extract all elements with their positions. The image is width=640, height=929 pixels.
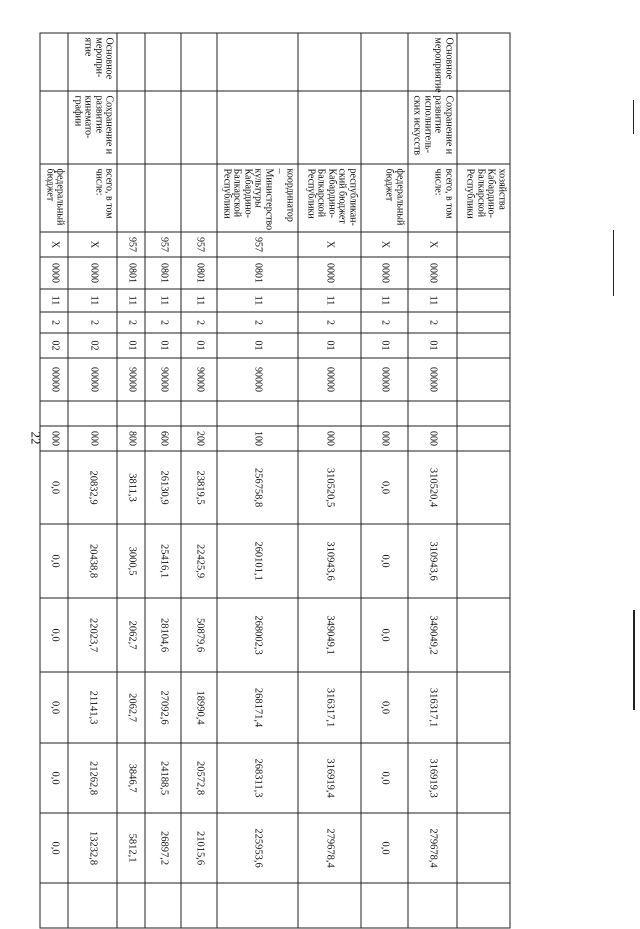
value-cell: 316317,1 (408, 672, 457, 743)
value-cell: 21015,6 (182, 813, 218, 883)
source-cell (118, 164, 146, 232)
value-cell: 26130,9 (146, 451, 182, 524)
value-cell: 268311,3 (218, 743, 299, 813)
value-cell: 0,0 (41, 813, 69, 883)
grbs-cell: X (361, 232, 408, 257)
gp-cell: 2 (182, 312, 218, 333)
value-cell: 0,0 (361, 451, 408, 524)
om-cell: 90000 (118, 358, 146, 401)
scan-mark-bottom (633, 610, 635, 710)
rz-cell: 0801 (218, 257, 299, 289)
value-cell: 13232,8 (69, 813, 118, 883)
source-cell (146, 164, 182, 232)
value-cell: 0,0 (361, 743, 408, 813)
nr-cell (457, 401, 510, 426)
value-cell: 27092,6 (146, 672, 182, 743)
value-cell: 310520,5 (298, 451, 361, 524)
nr-cell (182, 401, 218, 426)
table-row (218, 33, 299, 928)
category-cell (118, 33, 146, 91)
value-cell (457, 524, 510, 598)
value-cell: 0,0 (361, 598, 408, 672)
source-cell (182, 164, 218, 232)
pgp-cell (457, 333, 510, 358)
vr-cell: 000 (69, 426, 118, 451)
grbs-cell: 957 (182, 232, 218, 257)
table-row (182, 33, 218, 928)
value-cell (457, 672, 510, 743)
nr-cell (41, 401, 69, 426)
pr-cell: 11 (41, 289, 69, 312)
source-cell: координатор – Министерство культуры Кабардино-Балкарской Республики (218, 164, 299, 232)
source-cell: республикан-ский бюджет Кабардино-Балкарской Республики (298, 164, 361, 232)
vr-cell: 600 (146, 426, 182, 451)
value-cell: 316317,1 (298, 672, 361, 743)
value-cell: 0,0 (361, 672, 408, 743)
pgp-cell: 01 (118, 333, 146, 358)
scan-mark-top (633, 100, 634, 134)
value-cell (298, 883, 361, 928)
gp-cell: 2 (408, 312, 457, 333)
source-cell: федеральный бюджет (361, 164, 408, 232)
source-cell: всего, в том числе: (408, 164, 457, 232)
category-cell: Основное меропри-ятие (69, 33, 118, 91)
value-cell (457, 813, 510, 883)
value-cell: 268002,3 (218, 598, 299, 672)
grbs-cell: 957 (118, 232, 146, 257)
rz-cell: 0000 (41, 257, 69, 289)
value-cell: 3000,5 (118, 524, 146, 598)
event-cell (298, 91, 361, 164)
table-row (361, 33, 408, 928)
value-cell: 22425,9 (182, 524, 218, 598)
value-cell: 18990,4 (182, 672, 218, 743)
value-cell: 3846,7 (118, 743, 146, 813)
nr-cell (218, 401, 299, 426)
source-cell: федеральный бюджет (41, 164, 69, 232)
nr-cell (118, 401, 146, 426)
gp-cell: 2 (118, 312, 146, 333)
value-cell: 310943,6 (408, 524, 457, 598)
value-cell (457, 743, 510, 813)
value-cell: 21262,8 (69, 743, 118, 813)
om-cell: 90000 (146, 358, 182, 401)
value-cell: 0,0 (41, 598, 69, 672)
category-cell (218, 33, 299, 91)
category-cell: Основное мероприятие (408, 33, 457, 91)
value-cell: 0,0 (361, 524, 408, 598)
event-cell: Сохранение и развитие исполнитель-ских искусств (408, 91, 457, 164)
value-cell: 256758,8 (218, 451, 299, 524)
vr-cell: 000 (41, 426, 69, 451)
grbs-cell: X (69, 232, 118, 257)
om-cell: 00000 (361, 358, 408, 401)
value-cell: 25416,1 (146, 524, 182, 598)
value-cell: 2062,7 (118, 598, 146, 672)
nr-cell (69, 401, 118, 426)
pr-cell: 11 (298, 289, 361, 312)
pr-cell: 11 (182, 289, 218, 312)
value-cell (457, 598, 510, 672)
category-cell (298, 33, 361, 91)
event-cell (182, 91, 218, 164)
value-cell (408, 883, 457, 928)
value-cell: 268171,4 (218, 672, 299, 743)
pgp-cell: 02 (69, 333, 118, 358)
nr-cell (408, 401, 457, 426)
pr-cell: 11 (218, 289, 299, 312)
value-cell: 316919,4 (298, 743, 361, 813)
pgp-cell: 01 (361, 333, 408, 358)
value-cell: 5812,1 (118, 813, 146, 883)
value-cell: 28104,6 (146, 598, 182, 672)
value-cell: 225953,6 (218, 813, 299, 883)
value-cell: 0,0 (361, 813, 408, 883)
grbs-cell: 957 (146, 232, 182, 257)
nr-cell (298, 401, 361, 426)
om-cell: 90000 (218, 358, 299, 401)
table-row (146, 33, 182, 928)
pgp-cell: 01 (182, 333, 218, 358)
value-cell: 20572,8 (182, 743, 218, 813)
source-cell: всего, в том числе: (69, 164, 118, 232)
rz-cell: 0801 (118, 257, 146, 289)
rz-cell: 0000 (298, 257, 361, 289)
value-cell (182, 883, 218, 928)
rz-cell (457, 257, 510, 289)
value-cell (218, 883, 299, 928)
value-cell: 0,0 (41, 672, 69, 743)
nr-cell (146, 401, 182, 426)
value-cell (146, 883, 182, 928)
value-cell: 50879,6 (182, 598, 218, 672)
grbs-cell: 957 (218, 232, 299, 257)
budget-table (40, 33, 511, 929)
table-row (408, 33, 457, 928)
value-cell: 260101,1 (218, 524, 299, 598)
rz-cell: 0000 (69, 257, 118, 289)
pgp-cell: 01 (408, 333, 457, 358)
event-cell: Сохранение и развитие кинемато-графии (69, 91, 118, 164)
gp-cell: 2 (298, 312, 361, 333)
vr-cell: 000 (298, 426, 361, 451)
om-cell: 90000 (182, 358, 218, 401)
vr-cell: 000 (408, 426, 457, 451)
gp-cell: 2 (361, 312, 408, 333)
grbs-cell: X (408, 232, 457, 257)
pr-cell: 11 (408, 289, 457, 312)
category-cell (146, 33, 182, 91)
vr-cell: 000 (361, 426, 408, 451)
value-cell (361, 883, 408, 928)
vr-cell: 800 (118, 426, 146, 451)
pr-cell: 11 (146, 289, 182, 312)
value-cell: 349049,2 (408, 598, 457, 672)
value-cell: 310520,4 (408, 451, 457, 524)
grbs-cell: X (41, 232, 69, 257)
vr-cell: 200 (182, 426, 218, 451)
event-cell (118, 91, 146, 164)
pgp-cell: 01 (298, 333, 361, 358)
value-cell (69, 883, 118, 928)
value-cell: 22023,7 (69, 598, 118, 672)
value-cell (457, 883, 510, 928)
value-cell: 349049,1 (298, 598, 361, 672)
gp-cell: 2 (218, 312, 299, 333)
value-cell: 0,0 (41, 743, 69, 813)
vr-cell (457, 426, 510, 451)
category-cell (41, 33, 69, 91)
value-cell: 0,0 (41, 451, 69, 524)
category-cell (182, 33, 218, 91)
rz-cell: 0801 (182, 257, 218, 289)
page-number: 22 (28, 431, 44, 445)
om-cell: 00000 (69, 358, 118, 401)
event-cell (41, 91, 69, 164)
value-cell: 310943,6 (298, 524, 361, 598)
event-cell (457, 91, 510, 164)
rz-cell: 0000 (361, 257, 408, 289)
pr-cell: 11 (69, 289, 118, 312)
pgp-cell: 02 (41, 333, 69, 358)
gp-cell: 2 (146, 312, 182, 333)
value-cell: 24188,5 (146, 743, 182, 813)
pgp-cell: 01 (218, 333, 299, 358)
gp-cell (457, 312, 510, 333)
nr-cell (361, 401, 408, 426)
event-cell (361, 91, 408, 164)
value-cell (118, 883, 146, 928)
pr-cell: 11 (361, 289, 408, 312)
value-cell: 20832,9 (69, 451, 118, 524)
value-cell (457, 451, 510, 524)
table-row (118, 33, 146, 928)
value-cell: 0,0 (41, 524, 69, 598)
value-cell: 279678,4 (298, 813, 361, 883)
om-cell: 00000 (408, 358, 457, 401)
pr-cell (457, 289, 510, 312)
rotated-table-area (44, 33, 510, 888)
category-cell (361, 33, 408, 91)
scan-mark-left (613, 230, 614, 296)
value-cell: 2062,7 (118, 672, 146, 743)
om-cell: 00000 (298, 358, 361, 401)
event-cell (218, 91, 299, 164)
event-cell (146, 91, 182, 164)
source-cell: хозяйства Кабардино-Балкарской Республики (457, 164, 510, 232)
table-row (69, 33, 118, 928)
value-cell: 20438,8 (69, 524, 118, 598)
value-cell: 26897,2 (146, 813, 182, 883)
category-cell (457, 33, 510, 91)
gp-cell: 2 (41, 312, 69, 333)
om-cell (457, 358, 510, 401)
value-cell: 21141,3 (69, 672, 118, 743)
table-row (457, 33, 510, 928)
om-cell: 00000 (41, 358, 69, 401)
grbs-cell (457, 232, 510, 257)
table-row (298, 33, 361, 928)
pr-cell: 11 (118, 289, 146, 312)
rz-cell: 0000 (408, 257, 457, 289)
value-cell: 3811,3 (118, 451, 146, 524)
pgp-cell: 01 (146, 333, 182, 358)
table-row (41, 33, 69, 928)
grbs-cell: X (298, 232, 361, 257)
gp-cell: 2 (69, 312, 118, 333)
value-cell (41, 883, 69, 928)
value-cell: 316919,3 (408, 743, 457, 813)
vr-cell: 100 (218, 426, 299, 451)
value-cell: 23819,5 (182, 451, 218, 524)
rz-cell: 0801 (146, 257, 182, 289)
value-cell: 279678,4 (408, 813, 457, 883)
